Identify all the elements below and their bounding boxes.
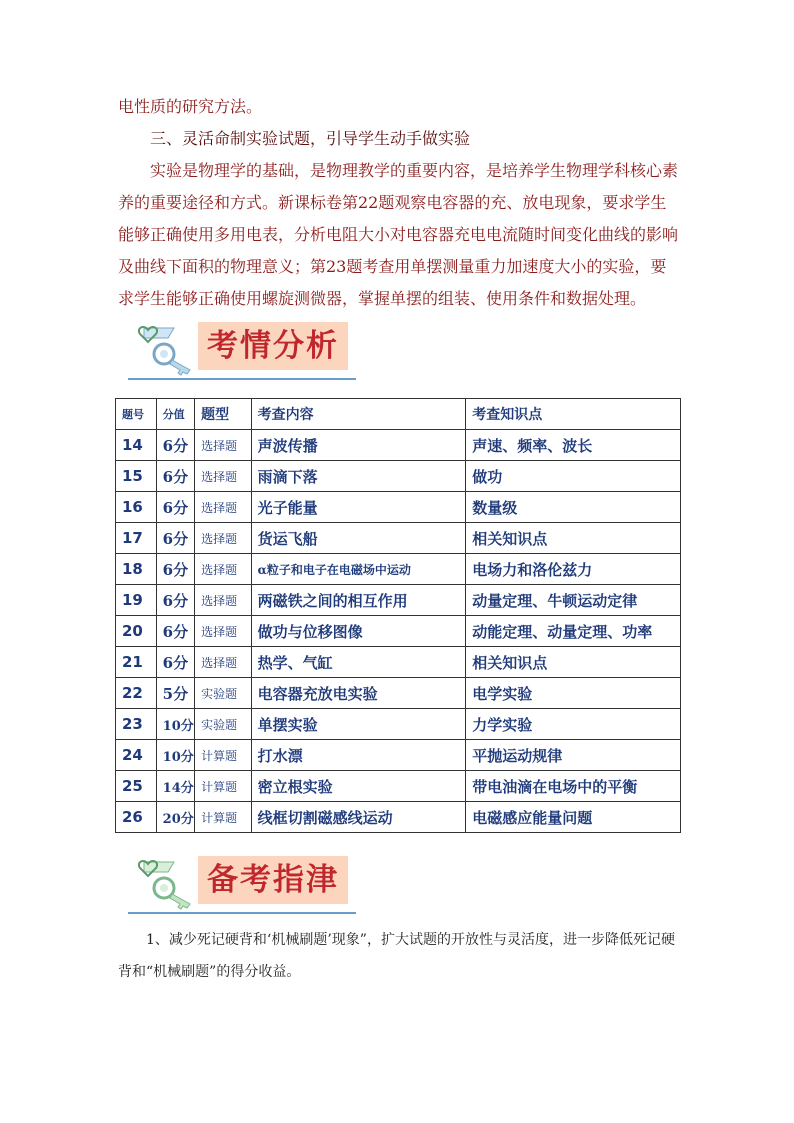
cell-number: 19	[116, 585, 157, 616]
cell-knowledge: 动能定理、动量定理、功率	[466, 616, 681, 647]
cell-type: 计算题	[195, 771, 252, 802]
cell-content: 货运飞船	[251, 523, 466, 554]
cell-content: 做功与位移图像	[251, 616, 466, 647]
cell-score: 6分	[156, 647, 194, 678]
table-row	[116, 740, 681, 771]
banner-guide	[128, 852, 356, 914]
cell-score: 5分	[156, 678, 194, 709]
cell-knowledge: 声速、频率、波长	[466, 430, 681, 461]
table-row	[116, 523, 681, 554]
cell-content: 两磁铁之间的相互作用	[251, 585, 466, 616]
cell-knowledge: 相关知识点	[466, 523, 681, 554]
table-row	[116, 461, 681, 492]
cell-score: 6分	[156, 523, 194, 554]
paragraph-experiments: 实验是物理学的基础，是物理教学的重要内容，是培养学生物理学科核心素养的重要途径和方式。新课标卷第22题观察电容器的充、放电现象，要求学生能够正确使用多用电表，分析电阻大小对电容器充电电流随时间变化曲线的影响及曲线下面积的物理意义；第23题考查用单摆测量重力加速度大小的实验，要求学生能够正确使用螺旋测微器，掌握单摆的组装、使用条件和数据处理。	[118, 161, 679, 308]
cell-type: 选择题	[195, 492, 252, 523]
table-row	[116, 771, 681, 802]
cell-type: 选择题	[195, 523, 252, 554]
heart-key-icon	[134, 854, 198, 910]
cell-type: 计算题	[195, 802, 252, 833]
cell-score: 10分	[156, 709, 194, 740]
cell-knowledge: 动量定理、牛顿运动定律	[466, 585, 681, 616]
header-knowledge: 考查知识点	[466, 399, 681, 430]
cell-type: 选择题	[195, 616, 252, 647]
cell-knowledge: 数量级	[466, 492, 681, 523]
cell-knowledge: 相关知识点	[466, 647, 681, 678]
cell-score: 6分	[156, 492, 194, 523]
header-type: 题型	[195, 399, 252, 430]
cell-number: 24	[116, 740, 157, 771]
table-row	[116, 492, 681, 523]
section-heading-experiments: 三、灵活命制实验试题，引导学生动手做实验	[150, 129, 471, 148]
banner-underline	[128, 912, 356, 914]
table-row	[116, 616, 681, 647]
cell-number: 22	[116, 678, 157, 709]
cell-content: 单摆实验	[251, 709, 466, 740]
cell-type: 实验题	[195, 709, 252, 740]
cell-content: 电容器充放电实验	[251, 678, 466, 709]
cell-content: α粒子和电子在电磁场中运动	[251, 554, 466, 585]
cell-type: 选择题	[195, 554, 252, 585]
cell-knowledge: 平抛运动规律	[466, 740, 681, 771]
cell-number: 20	[116, 616, 157, 647]
cell-number: 26	[116, 802, 157, 833]
table-row	[116, 647, 681, 678]
cell-number: 23	[116, 709, 157, 740]
cell-type: 选择题	[195, 647, 252, 678]
cell-score: 10分	[156, 740, 194, 771]
table-row	[116, 585, 681, 616]
cell-number: 15	[116, 461, 157, 492]
cell-content: 打水漂	[251, 740, 466, 771]
cell-type: 实验题	[195, 678, 252, 709]
cell-knowledge: 电磁感应能量问题	[466, 802, 681, 833]
cell-knowledge: 带电油滴在电场中的平衡	[466, 771, 681, 802]
cell-score: 14分	[156, 771, 194, 802]
cell-knowledge: 做功	[466, 461, 681, 492]
cell-score: 6分	[156, 430, 194, 461]
cell-knowledge: 电场力和洛伦兹力	[466, 554, 681, 585]
cell-type: 计算题	[195, 740, 252, 771]
cell-number: 17	[116, 523, 157, 554]
cell-knowledge: 电学实验	[466, 678, 681, 709]
table-row	[116, 709, 681, 740]
cell-score: 6分	[156, 554, 194, 585]
cell-number: 16	[116, 492, 157, 523]
banner-analysis	[128, 318, 356, 380]
guide-paragraph: 1、减少死记硬背和‘机械刷题’现象”，扩大试题的开放性与灵活度，进一步降低死记硬背和“机械刷题”的得分收益。	[118, 932, 675, 980]
cell-score: 6分	[156, 461, 194, 492]
table-row	[116, 802, 681, 833]
cell-score: 6分	[156, 585, 194, 616]
cell-content: 雨滴下落	[251, 461, 466, 492]
cell-score: 6分	[156, 616, 194, 647]
cell-number: 25	[116, 771, 157, 802]
cell-type: 选择题	[195, 585, 252, 616]
header-score: 分值	[156, 399, 194, 430]
table-header-row	[116, 399, 681, 430]
heart-key-icon	[134, 320, 198, 376]
header-number: 题号	[116, 399, 157, 430]
cell-score: 20分	[156, 802, 194, 833]
cell-content: 光子能量	[251, 492, 466, 523]
cell-content: 热学、气缸	[251, 647, 466, 678]
cell-content: 声波传播	[251, 430, 466, 461]
table-row	[116, 678, 681, 709]
exam-analysis-table	[115, 398, 681, 833]
cell-knowledge: 力学实验	[466, 709, 681, 740]
table-row	[116, 430, 681, 461]
cell-content: 线框切割磁感线运动	[251, 802, 466, 833]
banner-analysis-title: 考情分析	[198, 322, 348, 370]
header-content: 考查内容	[251, 399, 466, 430]
cell-content: 密立根实验	[251, 771, 466, 802]
banner-guide-title: 备考指津	[198, 856, 348, 904]
table-row	[116, 554, 681, 585]
paragraph-intro-end: 电性质的研究方法。	[118, 97, 263, 116]
cell-type: 选择题	[195, 461, 252, 492]
banner-underline	[128, 378, 356, 380]
cell-number: 14	[116, 430, 157, 461]
cell-number: 18	[116, 554, 157, 585]
cell-type: 选择题	[195, 430, 252, 461]
cell-number: 21	[116, 647, 157, 678]
